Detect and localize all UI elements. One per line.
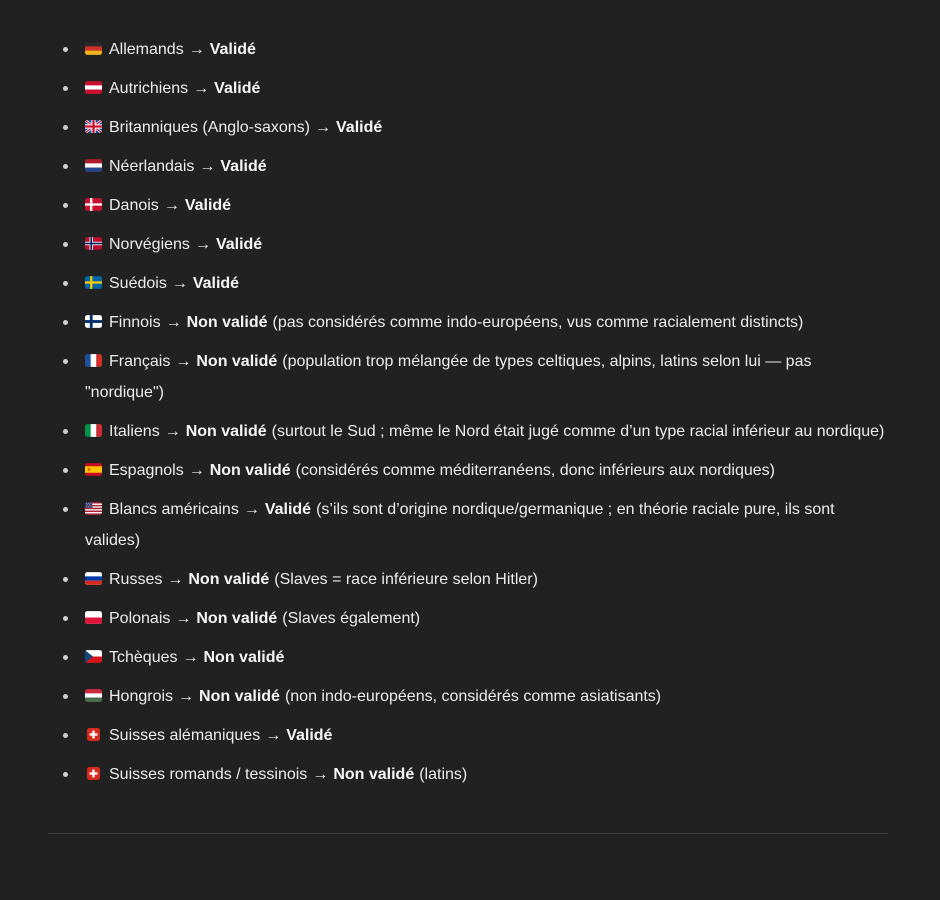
nation-name: Suisses alémaniques	[109, 727, 261, 744]
arrow-glyph: →	[175, 610, 192, 627]
flag-denmark-icon	[85, 197, 109, 214]
status-label: Non validé	[199, 688, 280, 705]
flag-usa-icon	[85, 501, 109, 518]
list-item	[48, 229, 888, 260]
status-label: Non validé	[203, 649, 285, 666]
status-label: Non validé	[188, 571, 270, 588]
arrow-glyph: →	[243, 501, 260, 518]
nations-list	[48, 34, 888, 790]
list-item	[48, 642, 888, 673]
arrow-glyph: →	[171, 275, 188, 292]
flag-sweden-icon	[85, 275, 109, 292]
flag-spain-icon	[85, 462, 109, 479]
flag-austria-icon	[85, 80, 109, 97]
flag-poland-icon	[85, 610, 109, 627]
status-label: Validé	[220, 158, 267, 175]
nation-name: Blancs américains	[109, 501, 239, 518]
nation-name: Français	[109, 353, 171, 370]
nation-name: Néerlandais	[109, 158, 195, 175]
list-item	[48, 73, 888, 104]
status-label: Non validé	[209, 462, 291, 479]
list-item	[48, 759, 888, 790]
status-note: (non indo-européens, considérés comme asiatisants)	[284, 688, 662, 705]
status-label: Validé	[209, 41, 256, 58]
nation-name: Allemands	[109, 41, 184, 58]
flag-switzerland-icon	[85, 727, 109, 744]
list-item	[48, 151, 888, 182]
flag-uk-icon	[85, 119, 109, 136]
status-note: (pas considérés comme indo-européens, vus comme racialement distincts)	[272, 314, 804, 331]
status-label: Validé	[192, 275, 240, 292]
arrow-glyph: →	[178, 688, 195, 705]
flag-netherlands-icon	[85, 158, 109, 175]
list-item	[48, 494, 888, 556]
list-item	[48, 455, 888, 486]
status-note: (population trop mélangée de types celtiques, alpins, latins selon lui — pas "nordique")	[85, 353, 812, 401]
list-item	[48, 112, 888, 143]
nation-name: Espagnols	[109, 462, 184, 479]
list-item	[48, 268, 888, 299]
flag-russia-icon	[85, 571, 109, 588]
nation-name: Finnois	[109, 314, 161, 331]
arrow-glyph: →	[315, 119, 331, 136]
status-label: Validé	[336, 119, 383, 136]
list-item	[48, 603, 888, 634]
status-note: (s’ils sont d’origine nordique/germanique ; en théorie raciale pure, ils sont valides)	[85, 501, 835, 549]
arrow-glyph: →	[175, 353, 192, 370]
nation-name: Danois	[109, 197, 159, 214]
list-item	[48, 564, 888, 595]
status-label: Validé	[184, 197, 232, 214]
status-label: Validé	[286, 727, 333, 744]
list-item	[48, 416, 888, 447]
arrow-glyph: →	[188, 41, 205, 58]
flag-finland-icon	[85, 314, 109, 331]
status-note: (Slaves également)	[282, 610, 421, 627]
nation-name: Italiens	[109, 423, 160, 440]
arrow-glyph: →	[193, 80, 210, 97]
status-note: (latins)	[419, 766, 468, 783]
status-label: Non validé	[196, 353, 278, 370]
arrow-glyph: →	[182, 649, 199, 666]
nation-name: Autrichiens	[109, 80, 189, 97]
nation-name: Polonais	[109, 610, 171, 627]
nation-name: Suisses romands / tessinois	[109, 766, 308, 783]
flag-germany-icon	[85, 41, 109, 58]
arrow-glyph: →	[312, 766, 329, 783]
arrow-glyph: →	[164, 423, 181, 440]
status-label: Non validé	[185, 423, 267, 440]
flag-france-icon	[85, 353, 109, 370]
arrow-glyph: →	[167, 571, 184, 588]
flag-switzerland-icon	[85, 766, 109, 783]
flag-norway-icon	[85, 236, 109, 253]
status-label: Non validé	[196, 610, 278, 627]
flag-hungary-icon	[85, 688, 109, 705]
nation-name: Russes	[109, 571, 163, 588]
list-item	[48, 190, 888, 221]
arrow-glyph: →	[265, 727, 282, 744]
arrow-glyph: →	[163, 197, 180, 214]
nation-name: Britanniques (Anglo-saxons)	[109, 119, 310, 136]
nation-name: Norvégiens	[109, 236, 190, 253]
arrow-glyph: →	[188, 462, 205, 479]
status-label: Validé	[264, 501, 312, 518]
status-note: (surtout le Sud ; même le Nord était jugé comme d’un type racial inférieur au nordique)	[271, 423, 885, 440]
flag-czechia-icon	[85, 649, 109, 666]
arrow-glyph: →	[194, 236, 211, 253]
list-item	[48, 720, 888, 751]
nation-name: Suédois	[109, 275, 167, 292]
arrow-glyph: →	[199, 158, 216, 175]
status-note: (considérés comme méditerranéens, donc inférieurs aux nordiques)	[295, 462, 775, 479]
list-item	[48, 307, 888, 338]
status-label: Non validé	[333, 766, 415, 783]
list-item	[48, 681, 888, 712]
nation-name: Tchèques	[109, 649, 178, 666]
status-label: Non validé	[186, 314, 268, 331]
flag-italy-icon	[85, 423, 109, 440]
message-divider	[48, 833, 888, 834]
list-item	[48, 346, 888, 408]
status-label: Validé	[214, 80, 261, 97]
list-item	[48, 34, 888, 65]
status-label: Validé	[215, 236, 263, 253]
status-note: (Slaves = race inférieure selon Hitler)	[274, 571, 538, 588]
nation-name: Hongrois	[109, 688, 174, 705]
arrow-glyph: →	[165, 314, 182, 331]
